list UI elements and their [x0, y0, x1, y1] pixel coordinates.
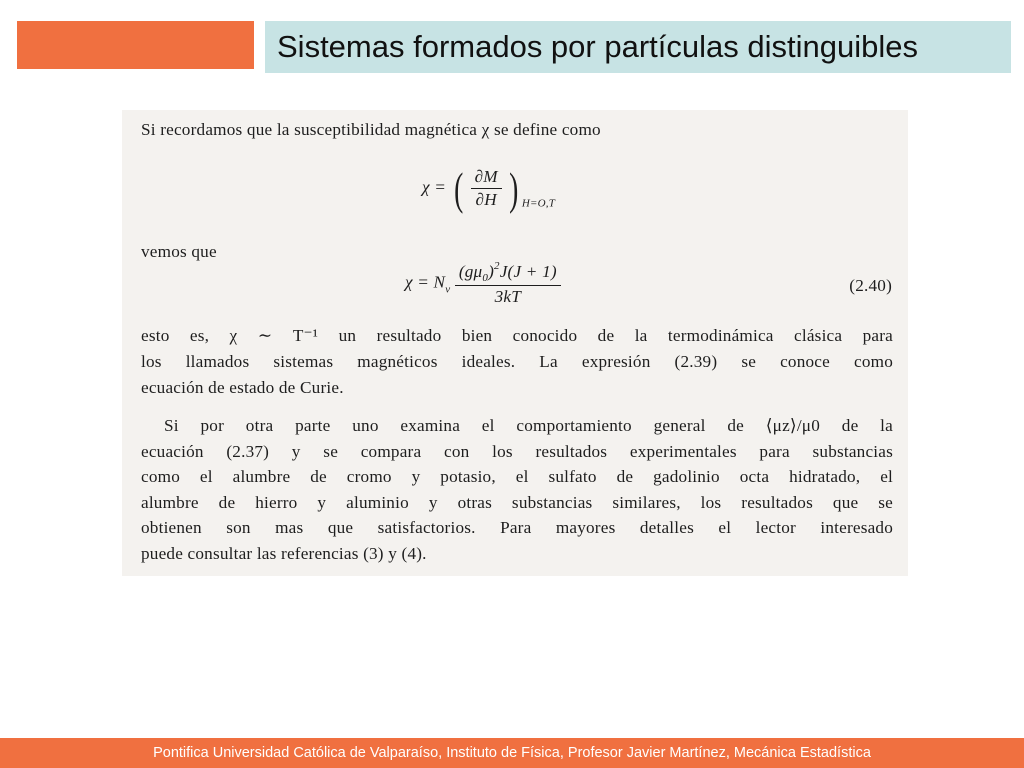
text-line: Si por otra parte uno examina el comportamiento general de ⟨μz⟩/μ0 de la	[164, 416, 893, 435]
equation-curie	[405, 260, 561, 307]
text-line: ecuación de estado de Curie.	[141, 378, 344, 397]
equation-lhs: χ = N	[405, 272, 446, 292]
slide-title: Sistemas formados por partículas distinguibles	[277, 29, 918, 64]
left-paren: (	[453, 163, 463, 214]
text-line: Si recordamos que la susceptibilidad magnética χ se define como	[141, 120, 601, 139]
text-line: ecuación (2.37) y se compara con los resultados experimentales para substancias	[141, 442, 893, 461]
text-line: los llamados sistemas magnéticos ideales. La expresión (2.39) se conoce como	[141, 352, 893, 371]
footer-bar	[0, 738, 1024, 768]
scanned-text-image	[122, 110, 908, 576]
accent-bar	[17, 21, 254, 69]
text-line: alumbre de hierro y aluminio y otras substancias similares, los resultados que se	[141, 493, 893, 512]
fraction-numerator: $(g\mu_0)^2J(J + 1)$	[455, 260, 561, 286]
fraction	[471, 167, 502, 210]
fraction	[455, 260, 561, 307]
text-line: esto es, χ ∼ T⁻¹ un resultado bien conocido de la termodinámica clásica para	[141, 326, 893, 345]
equation-susceptibility	[422, 162, 555, 215]
right-paren: )	[509, 163, 519, 214]
text-line: puede consultar las referencias (3) y (4).	[141, 544, 427, 563]
equation-lhs-subscript: v	[445, 283, 451, 296]
fraction-numerator: ∂M	[471, 167, 502, 189]
footer-text: Pontifica Universidad Católica de Valparaíso, Instituto de Física, Profesor Javier Martínez, Mecánica Estadística	[153, 745, 871, 761]
title-box	[265, 21, 1011, 73]
equation-subscript: H=O,T	[521, 197, 556, 210]
text-line: como el alumbre de cromo y potasio, el sulfato de gadolinio octa hidratado, el	[141, 467, 893, 486]
equation-lhs: χ =	[422, 177, 447, 197]
text-line: obtienen son mas que satisfactorios. Para mayores detalles el lector interesado	[141, 518, 893, 537]
fraction-denominator: ∂H	[475, 190, 497, 209]
fraction-denominator: 3kT	[494, 287, 521, 306]
equation-number: (2.40)	[849, 276, 892, 295]
text-line: vemos que	[141, 242, 217, 261]
